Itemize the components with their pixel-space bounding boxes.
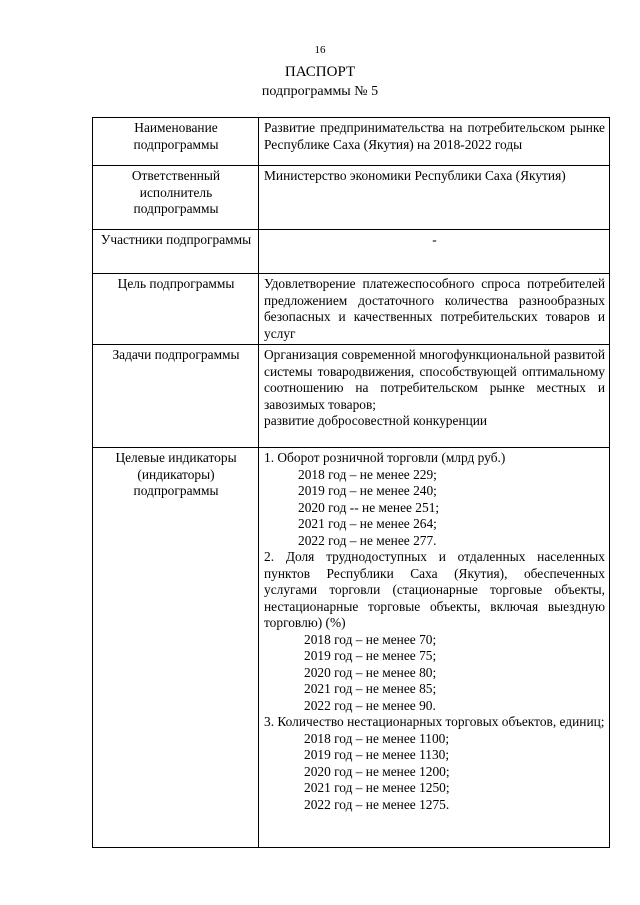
row-label-tasks: Задачи подпрограммы — [93, 345, 259, 448]
row-label-indicators: Целевые индикаторы (индикаторы) подпрограммы — [93, 448, 259, 848]
indicator-item: 2019 год – не менее 1130; — [304, 747, 450, 762]
row-value-executor: Министерство экономики Республики Саха (Якутия) — [259, 166, 610, 230]
table-row-executor — [93, 166, 610, 230]
row-value-tasks — [259, 345, 610, 448]
indicator-item: 2021 год – не менее 85; — [304, 681, 437, 696]
indicator-item: 2020 год – не менее 1200; — [304, 763, 450, 779]
table-row-indicators — [93, 448, 610, 848]
table-row-tasks — [93, 345, 610, 448]
row-value-participants: - — [259, 230, 610, 274]
row-value-goal: Удовлетворение платежеспособного спроса потребителей предложением достаточного количества разнообразных безопасных и качественных потребительских товаров и услуг — [259, 274, 610, 345]
indicator-item: 2021 год – не менее 1250; — [304, 780, 450, 795]
page-title: ПАСПОРТ — [284, 64, 356, 80]
task-item: развитие добросовестной конкуренции — [264, 413, 488, 428]
indicator-item: 2022 год – не менее 277. — [298, 532, 437, 548]
row-label-participants: Участники подпрограммы — [93, 230, 259, 274]
indicator-item: 2021 год – не менее 264; — [298, 516, 437, 531]
passport-table — [92, 117, 610, 848]
table-row-name — [93, 118, 610, 166]
page-subtitle: подпрограммы № 5 — [261, 84, 379, 99]
indicator-item: 2020 год -- не менее 251; — [298, 499, 440, 515]
indicator-title: 1. Оборот розничной торговли (млрд руб.) — [264, 450, 506, 465]
row-label-executor: Ответственный исполнитель подпрограммы — [93, 166, 259, 230]
row-label-name: Наименование подпрограммы — [93, 118, 259, 166]
page-number: 16 — [314, 44, 326, 56]
indicator-item: 2018 год – не менее 1100; — [304, 730, 450, 746]
table-row-goal — [93, 274, 610, 345]
indicator-title: 2. Доля труднодоступных и отдаленных населенных пунктов Республики Саха (Якутия), обеспеченных услугами торговли (стационарные торговые объекты, нестационарные торговые объекты, включая выездную торговлю) (%) — [264, 549, 605, 630]
indicator-item: 2018 год – не менее 229; — [298, 466, 437, 482]
task-item: Организация современной многофункциональной развитой системы товародвижения, способствующей оптимальному соотношению на потребительском рынке местных и завозимых товаров; — [264, 347, 605, 412]
indicator-item: 2022 год – не менее 90. — [304, 697, 436, 713]
indicator-title: 3. Количество нестационарных торговых объектов, единиц; — [264, 714, 605, 729]
indicator-item: 2022 год – не менее 1275. — [304, 796, 450, 812]
row-value-name: Развитие предпринимательства на потребительском рынке Республике Саха (Якутия) на 2018-2022 годы — [259, 118, 610, 166]
indicator-item: 2020 год – не менее 80; — [304, 664, 437, 680]
indicator-item: 2018 год – не менее 70; — [304, 631, 437, 647]
indicator-item: 2019 год – не менее 240; — [298, 483, 437, 498]
row-value-indicators — [259, 448, 610, 848]
indicator-item: 2019 год – не менее 75; — [304, 648, 437, 663]
table-row-participants — [93, 230, 610, 274]
row-label-goal: Цель подпрограммы — [93, 274, 259, 345]
